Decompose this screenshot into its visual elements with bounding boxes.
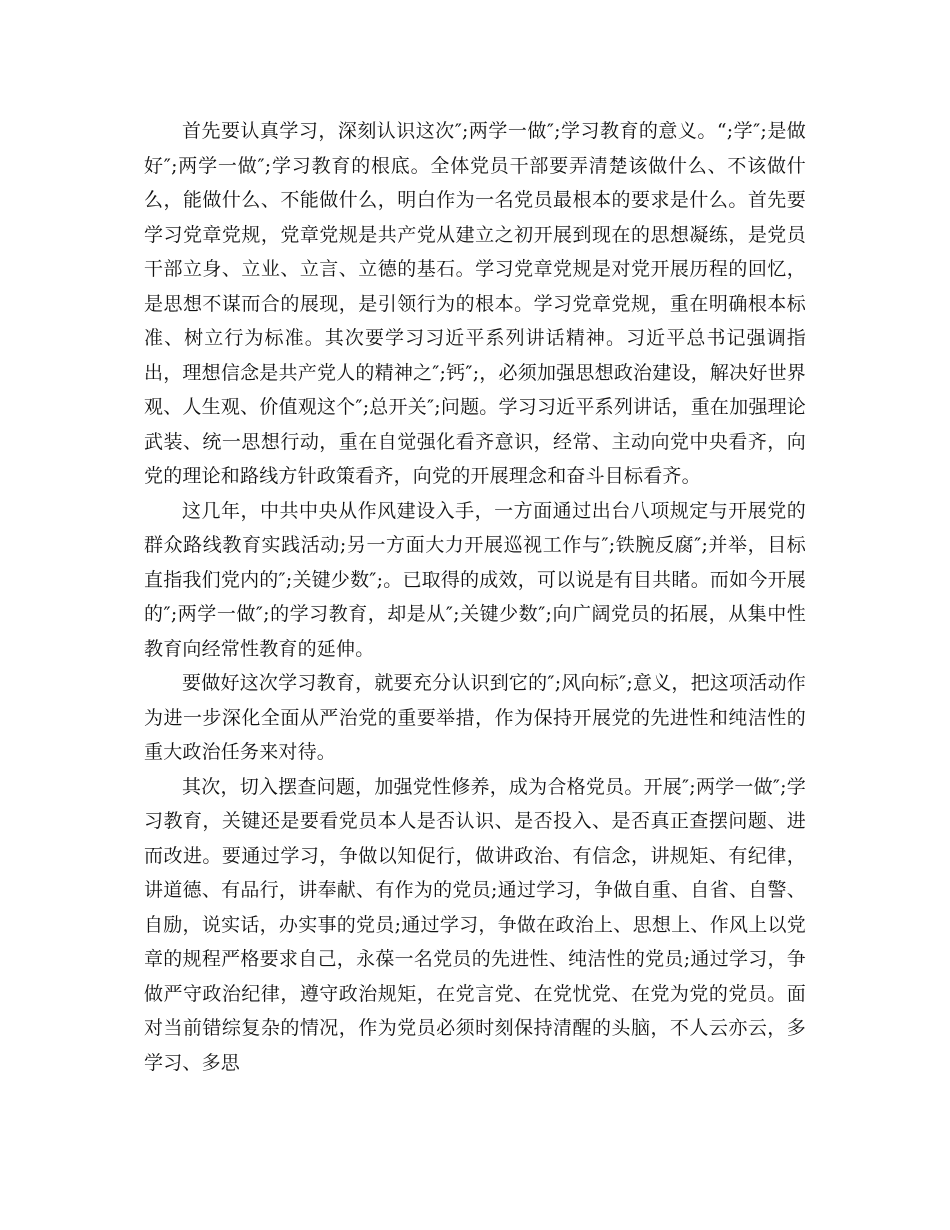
- document-body: [144, 114, 806, 1080]
- paragraph-4: 其次，切入摆查问题，加强党性修养，成为合格党员。开展″;两学一做″;学习教育，关键还是要看党员本人是否认识、是否投入、是否真正查摆问题、进而改进。要通过学习，争做以知促行，做讲政治、有信念，讲规矩、有纪律，讲道德、有品行，讲奉献、有作为的党员;通过学习，争做自重、自省、自警、自励，说实话，办实事的党员;通过学习，争做在政治上、思想上、作风上以党章的规程严格要求自己，永葆一名党员的先进性、纯洁性的党员;通过学习，争做严守政治纪律，遵守政治规矩，在党言党、在党忧党、在党为党的党员。面对当前错综复杂的情况，作为党员必须时刻保持清醒的头脑，不人云亦云，多学习、多思: [144, 775, 806, 1074]
- paragraph-3: 要做好这次学习教育，就要充分认识到它的″;风向标″;意义，把这项活动作为进一步深化全面从严治党的重要举措，作为保持开展党的先进性和纯洁性的重大政治任务来对待。: [144, 672, 806, 763]
- paragraph-2: 这几年，中共中央从作风建设入手，一方面通过出台八项规定与开展党的群众路线教育实践活动;另一方面大力开展巡视工作与″;铁腕反腐″;并举，目标直指我们党内的″;关键少数″;。已取得的成效，可以说是有目共睹。而如今开展的″;两学一做″;的学习教育，却是从″;关键少数″;向广阔党员的拓展，从集中性教育向经常性教育的延伸。: [144, 499, 806, 660]
- paragraph-1: 首先要认真学习，深刻认识这次″;两学一做″;学习教育的意义。“;学″;是做好″;两学一做″;学习教育的根底。全体党员干部要弄清楚该做什么、不该做什么，能做什么、不能做什么，明白作为一名党员最根本的要求是什么。首先要学习党章党规，党章党规是共产党从建立之初开展到现在的思想凝练，是党员干部立身、立业、立言、立德的基石。学习党章党规是对党开展历程的回忆，是思想不谋而合的展现，是引领行为的根本。学习党章党规，重在明确根本标准、树立行为标准。其次要学习习近平系列讲话精神。习近平总书记强调指出，理想信念是共产党人的精神之″;钙″;，必须加强思想政治建设，解决好世界观、人生观、价值观这个″;总开关″;问题。学习习近平系列讲话，重在加强理论武装、统一思想行动，重在自觉强化看齐意识，经常、主动向党中央看齐，向党的理论和路线方针政策看齐，向党的开展理念和奋斗目标看齐。: [144, 120, 806, 487]
